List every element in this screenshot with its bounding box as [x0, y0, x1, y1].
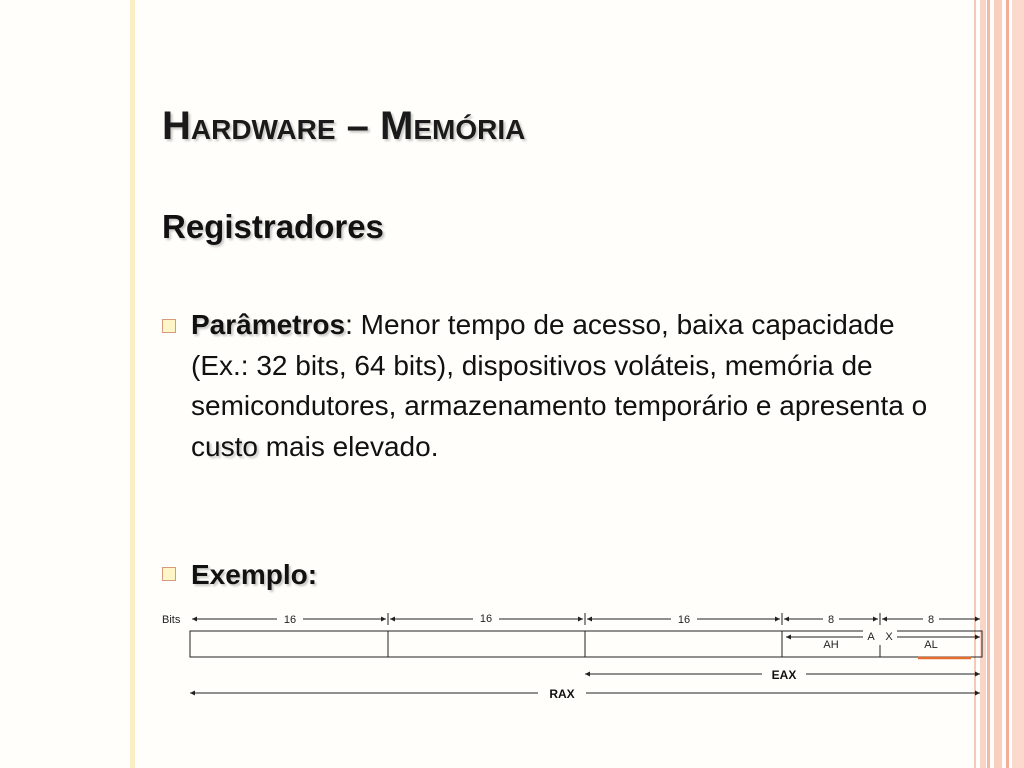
right-decorative-stripe: [1012, 0, 1024, 768]
bullet-label: Parâmetros: [191, 309, 346, 340]
segment-width-label: 16: [283, 614, 297, 626]
right-decorative-stripe: [1006, 0, 1009, 768]
eax-label: EAX: [771, 668, 797, 682]
segment-width-label: 8: [927, 614, 935, 626]
square-bullet-icon: [162, 567, 176, 581]
register-diagram: [158, 600, 988, 710]
ah-label: AH: [823, 639, 839, 651]
bullet-label: Exemplo:: [191, 559, 318, 590]
left-decorative-stripe: [130, 0, 135, 768]
segment-width-label: 16: [479, 613, 493, 625]
bullet-text: [191, 555, 317, 596]
rax-label: RAX: [549, 687, 575, 701]
ax-label-a: A: [867, 631, 875, 643]
al-label: AL: [924, 639, 938, 651]
segment-width-label: 8: [827, 614, 835, 626]
bullet-body-emphasis: usto: [205, 430, 258, 462]
bullet-exemplo: [162, 555, 317, 596]
bullet-text: [191, 305, 942, 467]
bullet-body: : Menor tempo de acesso, baixa capacidade (Ex.: 32 bits, 64 bits), dispositivos voláteis, memória de semicondutores, armazenamento temporário e apresenta o c: [191, 309, 928, 462]
bits-label: Bits: [162, 614, 181, 626]
segment-width-label: 16: [677, 614, 691, 626]
slide-subtitle: Registradores: [162, 208, 384, 245]
slide-title: Hardware – Memória: [162, 104, 526, 148]
square-bullet-icon: [162, 319, 176, 333]
right-decorative-stripe: [994, 0, 1002, 768]
ax-label-x: X: [885, 631, 893, 643]
bullet-body-end: mais elevado.: [257, 430, 439, 462]
bullet-parametros: [162, 305, 942, 467]
